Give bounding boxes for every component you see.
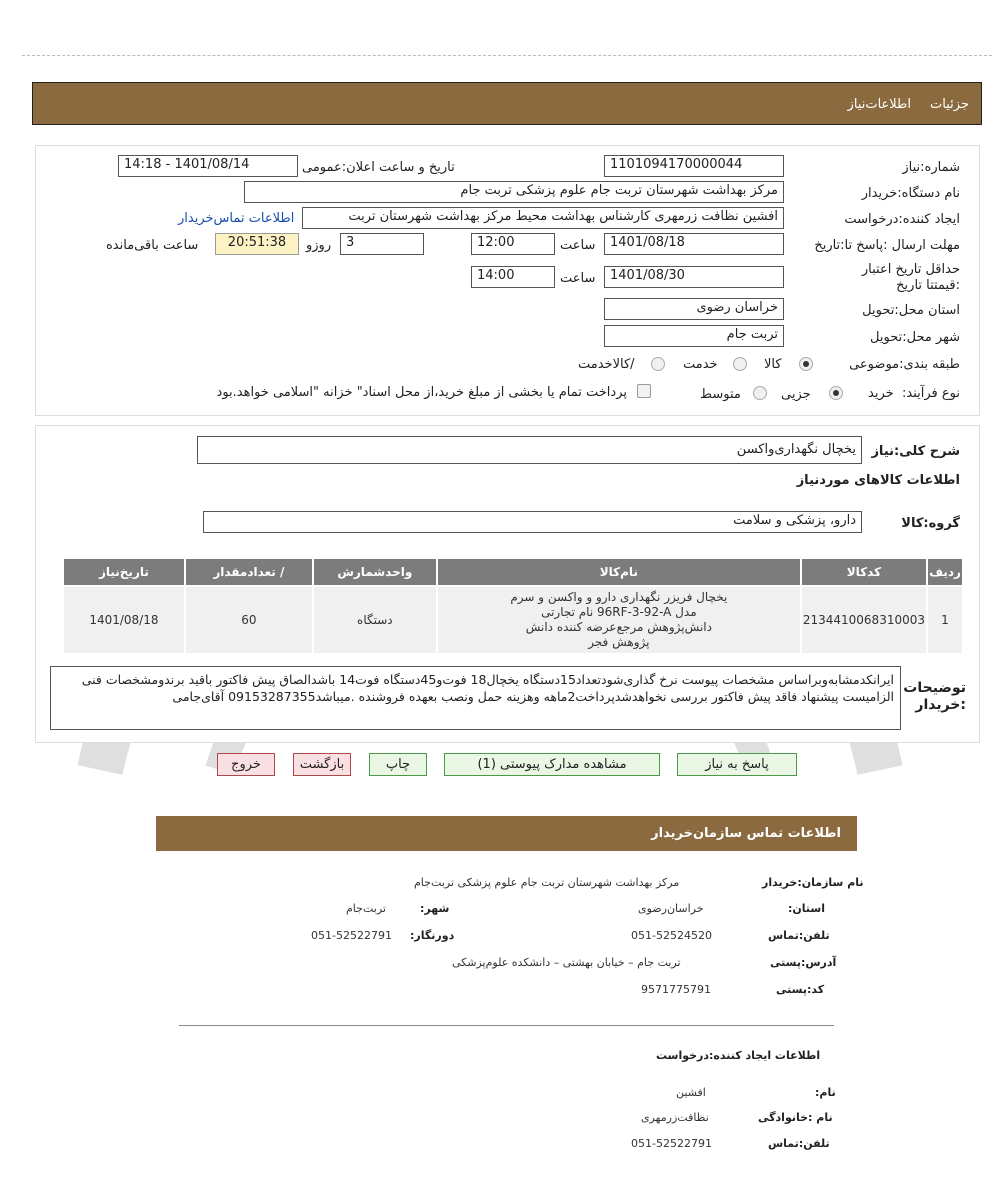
phone-label: تلفن:تماس — [768, 929, 830, 942]
back-button[interactable]: بازگشت — [293, 753, 351, 776]
fax-label: :دورنگار — [410, 929, 455, 942]
category-goods-label: کالا — [764, 357, 782, 372]
remaining-label: ساعت باقی‌مانده — [106, 238, 199, 253]
category-service-radio[interactable] — [733, 357, 747, 371]
details-header-bar — [32, 82, 982, 125]
creator-phone-label: تلفن:تماس — [768, 1137, 830, 1150]
province-info-label: :استان — [788, 902, 826, 915]
buyer-field: مرکز بهداشت شهرستان تربت جام علوم پزشکی تربت جام — [244, 181, 784, 203]
cell-qty: 60 — [185, 586, 313, 654]
org-name-value: مرکز بهداشت شهرستان تربت جام علوم پزشکی تربت‌جام — [414, 876, 680, 889]
need-title-label: شرح کلی:نیاز — [871, 444, 960, 459]
buyer-contact-link[interactable]: اطلاعات تماس‌خریدار — [178, 211, 295, 226]
address-label: آدرس:پستی — [770, 956, 837, 969]
cell-code: 2134410068310003 — [801, 586, 927, 654]
category-service-label: خدمت — [683, 357, 718, 372]
org-name-label: نام سازمان:خریدار — [762, 876, 864, 889]
items-table — [62, 557, 964, 655]
category-goods-service-label: /کالاخدمت — [578, 357, 635, 372]
process-medium-label: متوسط — [700, 387, 741, 402]
deadline-label: مهلت ارسال :پاسخ تا:تاریخ — [814, 238, 960, 253]
creator-info-heading: اطلاعات ایجاد کننده:درخواست — [656, 1049, 821, 1062]
days-label: روزو — [306, 238, 332, 253]
contact-bar-title: اطلاعات تماس سازمان‌خریدار — [651, 826, 841, 841]
contact-header-bar — [156, 816, 857, 851]
goods-group-field: دارو، پزشکی و سلامت — [203, 511, 862, 533]
remaining-timer: 20:51:38 — [215, 233, 299, 255]
validity-time-field: 14:00 — [471, 266, 555, 288]
city-label: شهر محل:تحویل — [870, 330, 960, 345]
exit-button[interactable]: خروج — [217, 753, 275, 776]
treasury-payment-checkbox[interactable] — [637, 384, 651, 398]
view-attachments-button[interactable]: مشاهده مدارک پیوستی (1) — [444, 753, 660, 776]
need-number-field: 1101094170000044 — [604, 155, 784, 177]
province-field: خراسان رضوی — [604, 298, 784, 320]
category-goods-radio[interactable] — [799, 357, 813, 371]
creator-label: ایجاد کننده:درخواست — [844, 212, 960, 227]
goods-heading: اطلاعات کالاهای موردنیاز — [796, 473, 960, 488]
goods-group-label: گروه:کالا — [901, 516, 960, 531]
deadline-time-field: 12:00 — [471, 233, 555, 255]
creator-phone-value: 051-52522791 — [631, 1137, 712, 1150]
process-minor-label: جزیی — [781, 387, 811, 402]
province-info-value: خراسان‌رضوی — [638, 902, 704, 915]
creator-field: افشین نظافت زرمهری کارشناس بهداشت محیط مرکز بهداشت شهرستان تربت — [302, 207, 784, 229]
city-info-value: تربت‌جام — [346, 902, 386, 915]
table-row — [63, 586, 963, 654]
tab-need-info[interactable]: اطلاعات‌نیاز — [847, 97, 911, 112]
col-qty: / تعدادمقدار — [185, 558, 313, 586]
col-date: تاریخ‌نیاز — [63, 558, 185, 586]
col-unit: واحدشمارش — [313, 558, 437, 586]
buyer-notes-box: ایرانکدمشابه‌وبراساس مشخصات پیوست نرخ گذاری‌شودتعداد15دستگاه یخچال18 فوت‌و45دستگاه فوت14 باشدالصاق پیش فاکتور باقید برندومشخصات فنی الزامیست پیشنهاد فاقد پیش فاکتور بررسی نخواهدشدپرداخت2ماهه وهزینه حمل ونصب بعهده فروشنده .میباشد09153287355 آقای‌جامی — [50, 666, 901, 730]
top-divider — [22, 55, 992, 56]
reply-button[interactable]: پاسخ به نیاز — [677, 753, 797, 776]
contact-divider — [179, 1025, 834, 1026]
city-info-label: :شهر — [420, 902, 450, 915]
creator-family-label: نام :خانوادگی — [758, 1111, 833, 1124]
process-label: نوع فرآیند: — [902, 386, 960, 401]
need-number-label: شماره:نیاز — [902, 160, 960, 175]
process-minor-radio[interactable] — [829, 386, 843, 400]
tab-details[interactable]: جزئیات — [930, 97, 969, 112]
creator-name-label: :نام — [815, 1086, 836, 1099]
address-value: تربت جام – خیابان بهشتی – دانشکده علوم‌پزشکی — [452, 956, 681, 969]
phone-value: 051-52524520 — [631, 929, 712, 942]
category-label: طبقه بندی:موضوعی — [849, 357, 960, 372]
col-name: نام‌کالا — [437, 558, 801, 586]
validity-date-field: 1401/08/30 — [604, 266, 784, 288]
cell-row: 1 — [927, 586, 963, 654]
process-medium-radio[interactable] — [753, 386, 767, 400]
treasury-payment-label: پرداخت تمام یا بخشی از مبلغ خرید،از محل اسناد" خزانه "اسلامی خواهد.بود — [216, 385, 627, 400]
col-code: کدکالا — [801, 558, 927, 586]
announce-date-field: 1401/08/14 - 14:18 — [118, 155, 298, 177]
postal-label: کد:پستی — [776, 983, 825, 996]
creator-name-value: افشین — [676, 1086, 706, 1099]
cell-date: 1401/08/18 — [63, 586, 185, 654]
cell-name: یخچال فریزر نگهداری دارو و واکسن و سرم مدل 96RF-3-92-A نام تجارتی دانش‌پژوهش مرجع‌عرضه کننده دانش پژوهش فجر — [437, 586, 801, 654]
fax-value: 051-52522791 — [311, 929, 392, 942]
deadline-time-label: ساعت — [560, 238, 596, 253]
province-label: استان محل:تحویل — [862, 303, 960, 318]
days-field: 3 — [340, 233, 424, 255]
col-row: ردیف — [927, 558, 963, 586]
validity-time-label: ساعت — [560, 271, 596, 286]
city-field: تربت جام — [604, 325, 784, 347]
need-title-field: یخچال نگهداری‌واکسن — [197, 436, 862, 464]
buyer-notes-label: توضیحات :خریدار — [903, 680, 966, 713]
validity-label: حداقل تاریخ اعتبار :قیمتتا تاریخ — [861, 262, 960, 293]
postal-value: 9571775791 — [641, 983, 711, 996]
category-goods-service-radio[interactable] — [651, 357, 665, 371]
print-button[interactable]: چاپ — [369, 753, 427, 776]
process-buy-label: خرید — [868, 386, 894, 401]
buyer-label: نام دستگاه:خریدار — [861, 186, 960, 201]
deadline-date-field: 1401/08/18 — [604, 233, 784, 255]
creator-family-value: نظافت‌زرمهری — [641, 1111, 709, 1124]
announce-label: تاریخ و ساعت اعلان:عمومی — [302, 160, 455, 175]
cell-unit: دستگاه — [313, 586, 437, 654]
